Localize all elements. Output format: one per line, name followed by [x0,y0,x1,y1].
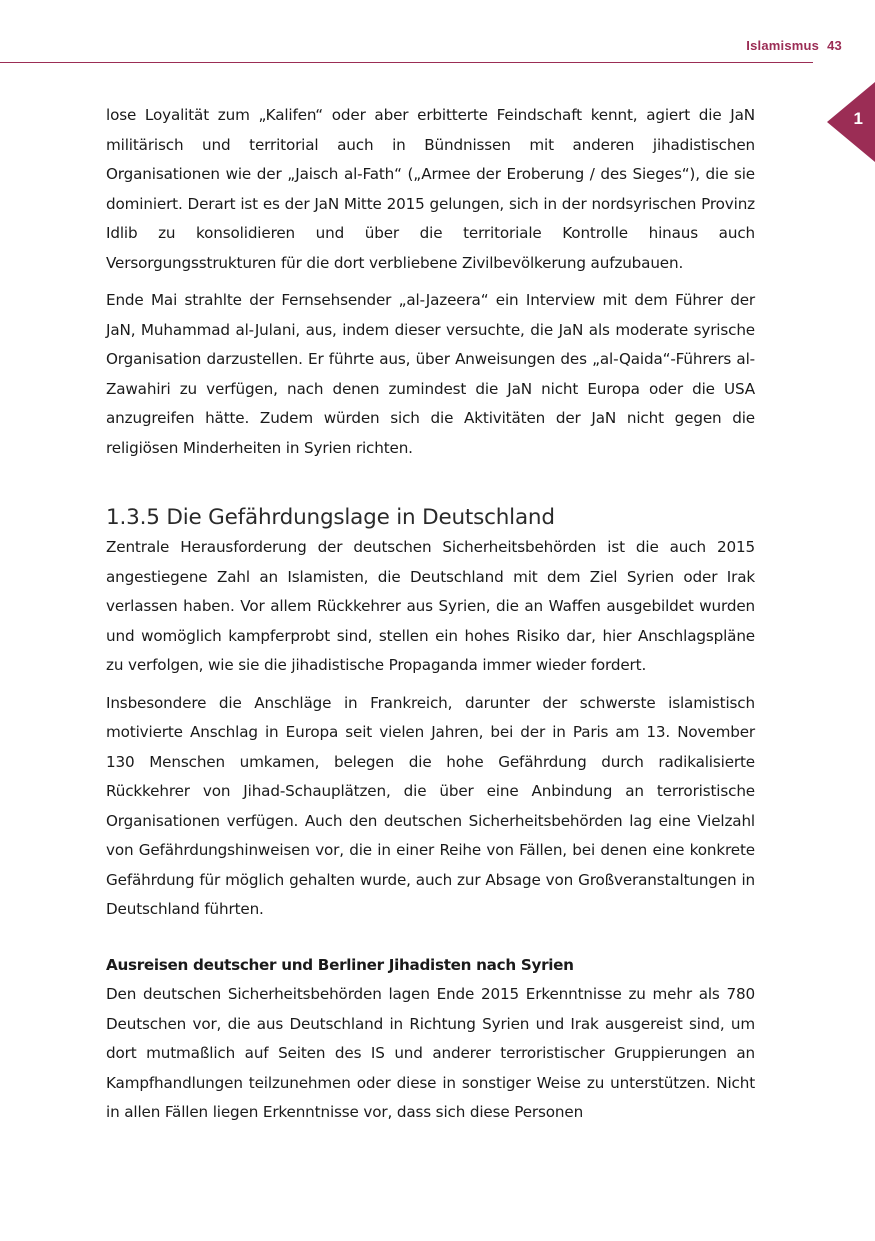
running-header [746,38,842,53]
page-content [106,101,755,1128]
subheading: Ausreisen deutscher und Berliner Jihadisten nach Syrien [106,955,574,974]
header-rule [0,62,813,63]
section-heading: 1.3.5 Die Gefährdungslage in Deutschland [106,505,555,530]
page-number: 43 [827,38,842,53]
body-paragraph: Insbesondere die Anschläge in Frankreich, darunter der schwerste islamistisch motivierte Anschlag in Europa seit vielen Jahren, bei der in Paris am 13. November 130 Menschen umkamen, belegen die hohe Gefährdung durch radikalisierte Rückkehrer von Jihad-Schauplätzen, die über eine Anbindung an terroristische Organisationen verfügen. Auch den deutschen Sicherheitsbehörden lag eine Vielzahl von Gefährdungshinweisen vor, die in einer Reihe von Fällen, bei denen eine konkrete Gefährdung für möglich gehalten wurde, auch zur Absage von Großveranstaltungen in Deutschland führten. [106,693,755,918]
header-title: Islamismus [746,38,820,53]
body-paragraph: Den deutschen Sicherheitsbehörden lagen Ende 2015 Erkenntnisse zu mehr als 780 Deutschen vor, die aus Deutschland in Richtung Syrien und Irak ausgereist sind, um dort mutmaßlich auf Seiten des IS und anderer terroristischer Gruppierungen an Kampfhandlungen teilzunehmen oder diese in sonstiger Weise zu unterstützen. Nicht in allen Fällen liegen Erkenntnisse vor, dass sich diese Personen [106,985,755,1121]
chapter-tab [827,82,875,162]
body-paragraph: Zentrale Herausforderung der deutschen Sicherheitsbehörden ist die auch 2015 angestiegene Zahl an Islamisten, die Deutschland mit dem Ziel Syrien oder Irak verlassen haben. Vor allem Rückkehrer aus Syrien, die an Waffen ausgebildet wurden und womöglich kampferprobt sind, stellen ein hohes Risiko dar, hier Anschlagspläne zu verfolgen, wie sie die jihadistische Propaganda immer wieder fordert. [106,538,755,674]
chapter-tab-label: 1 [853,109,863,128]
body-paragraph: Ende Mai strahlte der Fernsehsender „al-Jazeera“ ein Interview mit dem Führer der JaN, Muhammad al-Julani, aus, indem dieser versuchte, die JaN als moderate syrische Organisation darzustellen. Er führte aus, über Anweisungen des „al-Qaida“-Führers al-Zawahiri zu verfügen, nach denen zumindest die JaN nicht Europa oder die USA anzugreifen hätte. Zudem würden sich die Aktivitäten der JaN nicht gegen die religiösen Minderheiten in Syrien richten. [106,291,755,457]
chapter-tab-triangle-icon [827,82,875,162]
body-paragraph: lose Loyalität zum „Kalifen“ oder aber erbitterte Feindschaft kennt, agiert die JaN militärisch und territorial auch in Bündnissen mit anderen jihadistischen Organisationen wie der „Jaisch al-Fath“ („Armee der Eroberung / des Sieges“), die sie dominiert. Derart ist es der JaN Mitte 2015 gelungen, sich in der nordsyrischen Provinz Idlib zu konsolidieren und über die territoriale Kontrolle hinaus auch Versorgungsstrukturen für die dort verbliebene Zivilbevölkerung aufzubauen. [106,106,755,272]
